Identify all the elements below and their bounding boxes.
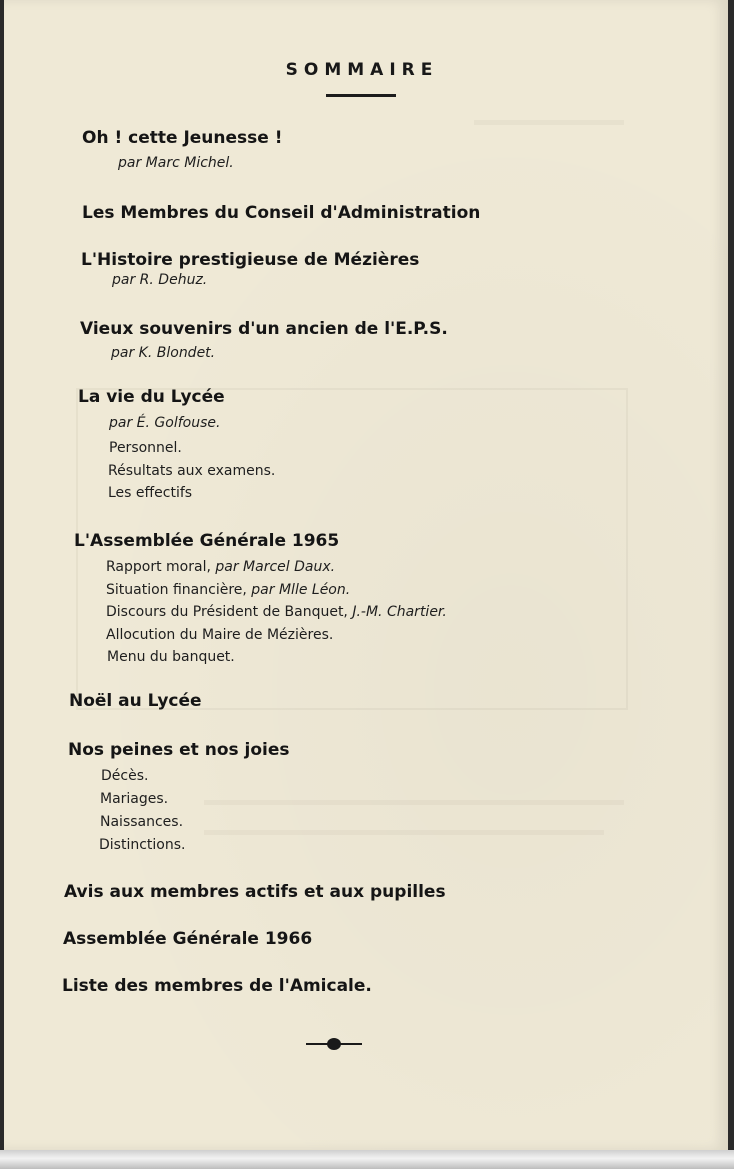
toc-heading: Assemblée Générale 1966	[63, 929, 313, 949]
toc-subitem: Mariages.	[100, 791, 169, 807]
page-title: SOMMAIRE	[285, 60, 439, 80]
toc-subitem: Allocution du Maire de Mézières.	[106, 627, 334, 643]
show-through-line	[204, 830, 604, 835]
show-through-line	[204, 800, 624, 805]
toc-author: par É. Golfouse.	[109, 415, 221, 431]
toc-subitem: Décès.	[101, 768, 149, 784]
toc-heading: Avis aux membres actifs et aux pupilles	[64, 882, 446, 902]
title-rule	[326, 94, 396, 97]
toc-subitem: Situation financière, par Mlle Léon.	[106, 582, 351, 598]
toc-heading: L'Assemblée Générale 1965	[74, 531, 340, 551]
toc-subitem: Discours du Président de Banquet, J.-M. Chartier.	[106, 604, 447, 620]
toc-heading: L'Histoire prestigieuse de Mézières	[81, 250, 420, 270]
toc-heading: Liste des membres de l'Amicale.	[62, 976, 372, 996]
toc-heading: Nos peines et nos joies	[68, 740, 290, 760]
toc-heading: Vieux souvenirs d'un ancien de l'E.P.S.	[80, 319, 448, 339]
toc-author: par Marc Michel.	[118, 155, 234, 171]
toc-subitem: Distinctions.	[99, 837, 186, 853]
toc-subitem: Naissances.	[100, 814, 184, 830]
toc-subitem: Personnel.	[109, 440, 182, 456]
end-ornament	[304, 1037, 364, 1051]
toc-heading: Les Membres du Conseil d'Administration	[82, 203, 481, 223]
toc-author: par K. Blondet.	[111, 345, 216, 361]
toc-subitem: Résultats aux examens.	[108, 463, 276, 479]
toc-subitem: Rapport moral, par Marcel Daux.	[106, 559, 336, 575]
toc-subitem: Menu du banquet.	[107, 649, 235, 665]
toc-subitem: Les effectifs	[108, 485, 193, 501]
document-page	[4, 0, 728, 1150]
page-bottom-edge	[0, 1150, 734, 1169]
toc-author: par R. Dehuz.	[112, 272, 208, 288]
toc-heading: Oh ! cette Jeunesse !	[82, 128, 283, 148]
toc-heading: La vie du Lycée	[78, 387, 225, 407]
toc-heading: Noël au Lycée	[69, 691, 202, 711]
show-through-line	[474, 120, 624, 125]
